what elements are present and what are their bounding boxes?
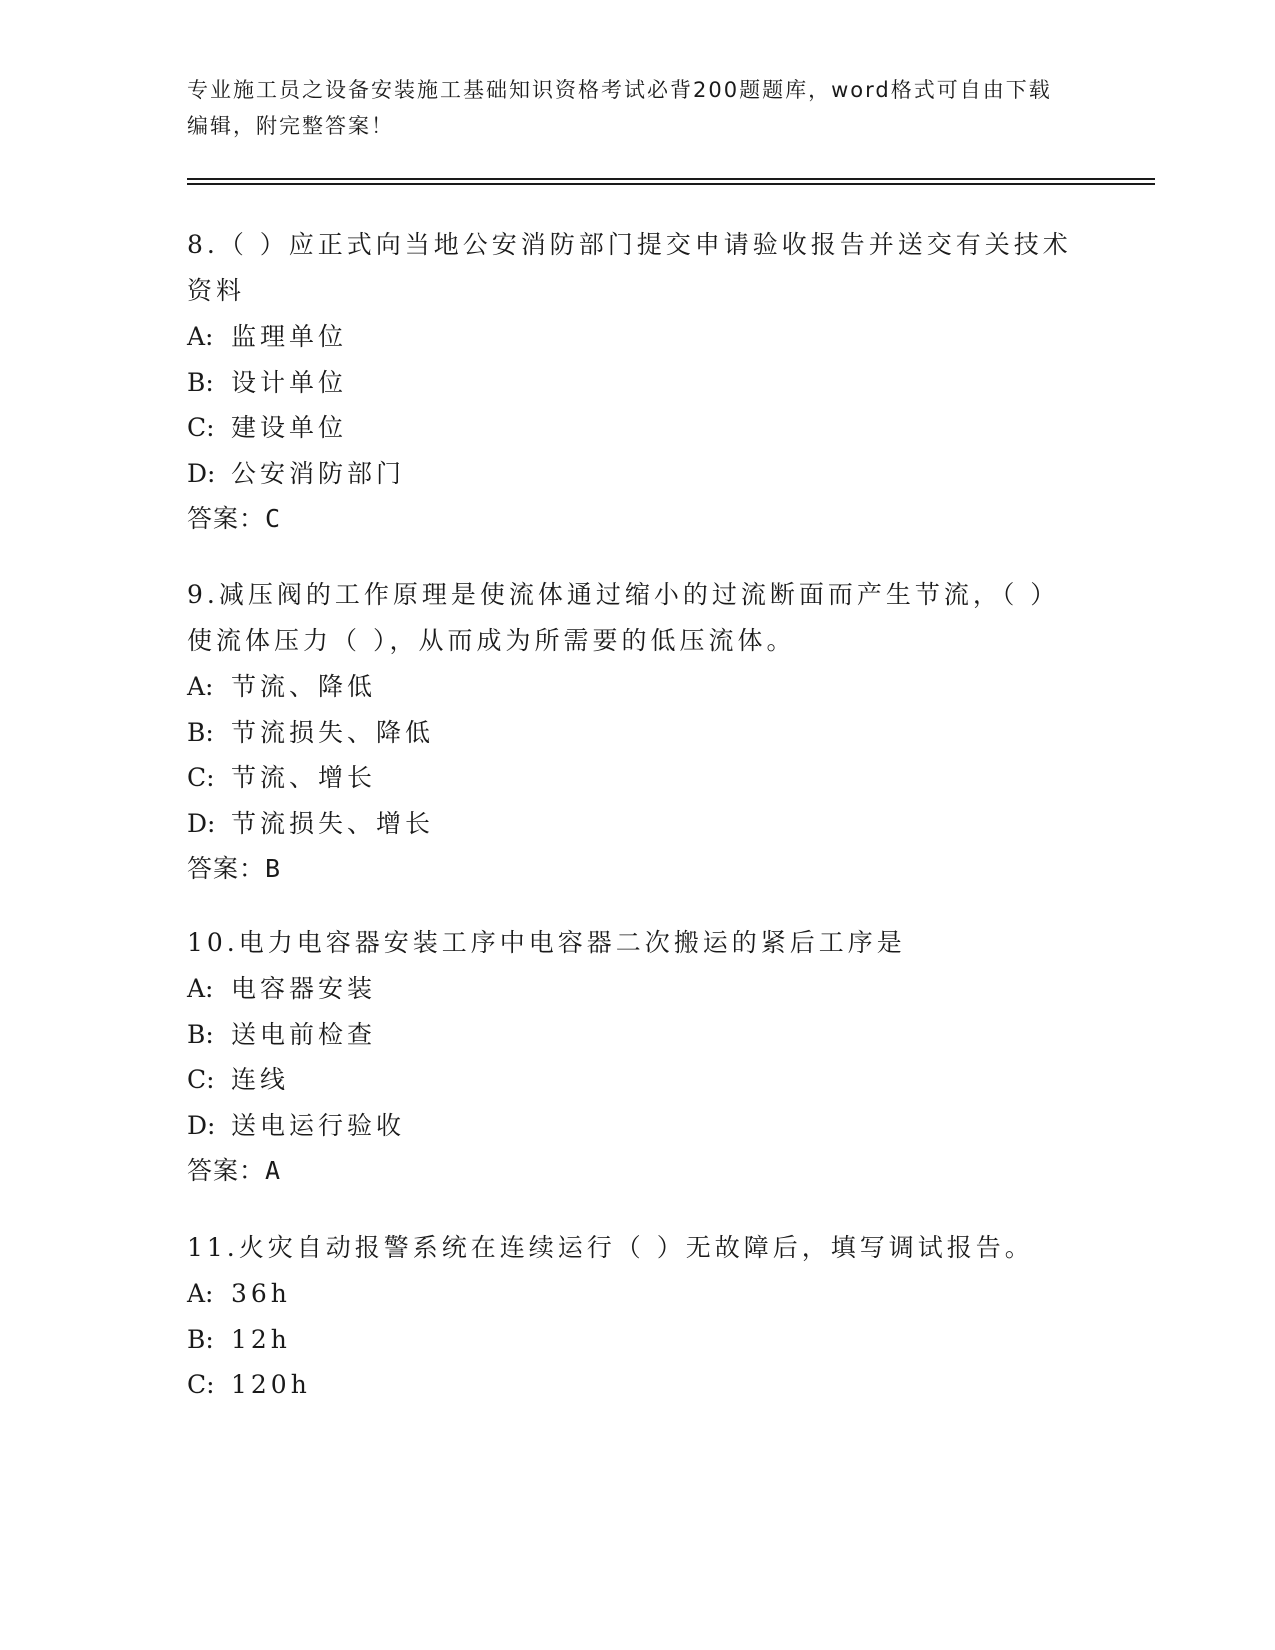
- answer-line: [187, 1148, 1087, 1194]
- option-a: [187, 1271, 1087, 1317]
- document-header: 专业施工员之设备安装施工基础知识资格考试必背200题题库，word格式可自由下载编辑，附完整答案！: [187, 78, 1052, 138]
- option-letter: D:: [187, 808, 216, 838]
- answer-value: C: [265, 504, 282, 533]
- option-c: [187, 755, 1087, 801]
- option-a: [187, 966, 1087, 1012]
- answer-line: [187, 846, 1087, 892]
- option-b: [187, 710, 1087, 756]
- option-d: [187, 451, 1087, 497]
- option-text: 电容器安装: [231, 974, 377, 1003]
- option-letter: D:: [187, 458, 216, 488]
- option-letter: A:: [187, 672, 214, 701]
- answer-label: 答案：: [187, 854, 266, 883]
- option-text: 监理单位: [231, 322, 348, 351]
- answer-label: 答案：: [187, 504, 266, 533]
- answer-line: [187, 496, 1087, 542]
- option-text: 节流损失、增长: [231, 808, 435, 838]
- header-divider-top: [187, 178, 1155, 180]
- option-a: [187, 314, 1087, 360]
- option-letter: D:: [187, 1110, 216, 1140]
- option-text: 送电运行验收: [231, 1110, 406, 1140]
- answer-label: 答案：: [187, 1156, 266, 1185]
- option-text: 36h: [231, 1279, 291, 1308]
- option-letter: C:: [187, 1065, 215, 1094]
- answer-value: B: [265, 854, 282, 883]
- question-stem: 8.（ ）应正式向当地公安消防部门提交申请验收报告并送交有关技术资料: [187, 230, 1072, 305]
- option-b: [187, 1012, 1087, 1058]
- question-9: [187, 572, 1087, 892]
- option-text: 120h: [231, 1370, 311, 1399]
- question-stem: 11.火灾自动报警系统在连续运行（ ）无故障后，填写调试报告。: [187, 1233, 1034, 1262]
- option-letter: A:: [187, 1279, 214, 1308]
- option-d: [187, 1103, 1087, 1149]
- option-d: [187, 801, 1087, 847]
- option-text: 节流、增长: [231, 763, 377, 792]
- option-text: 公安消防部门: [231, 458, 406, 488]
- option-c: [187, 405, 1087, 451]
- option-text: 送电前检查: [231, 1019, 377, 1049]
- option-letter: B:: [187, 1324, 214, 1354]
- option-text: 12h: [231, 1324, 291, 1354]
- option-c: [187, 1057, 1087, 1103]
- option-a: [187, 664, 1087, 710]
- question-stem: 10.电力电容器安装工序中电容器二次搬运的紧后工序是: [187, 928, 906, 957]
- option-text: 节流、降低: [231, 672, 377, 701]
- header-divider-bottom: [187, 183, 1155, 185]
- option-letter: C:: [187, 763, 215, 792]
- question-8: [187, 222, 1087, 542]
- option-letter: C:: [187, 1370, 215, 1399]
- option-letter: B:: [187, 717, 214, 747]
- question-11: [187, 1225, 1087, 1408]
- question-stem: 9.减压阀的工作原理是使流体通过缩小的过流断面而产生节流，（ ）使流体压力（ ），从而成为所需要的低压流体。: [187, 580, 1060, 655]
- option-text: 连线: [231, 1065, 290, 1094]
- option-text: 设计单位: [231, 367, 348, 397]
- option-letter: A:: [187, 322, 214, 351]
- answer-value: A: [265, 1156, 282, 1185]
- option-letter: A:: [187, 974, 214, 1003]
- option-text: 节流损失、降低: [231, 717, 435, 747]
- option-text: 建设单位: [231, 413, 348, 442]
- question-10: [187, 920, 1087, 1194]
- option-letter: C:: [187, 413, 215, 442]
- option-letter: B:: [187, 1019, 214, 1049]
- option-letter: B:: [187, 367, 214, 397]
- option-c: [187, 1362, 1087, 1408]
- option-b: [187, 360, 1087, 406]
- option-b: [187, 1317, 1087, 1363]
